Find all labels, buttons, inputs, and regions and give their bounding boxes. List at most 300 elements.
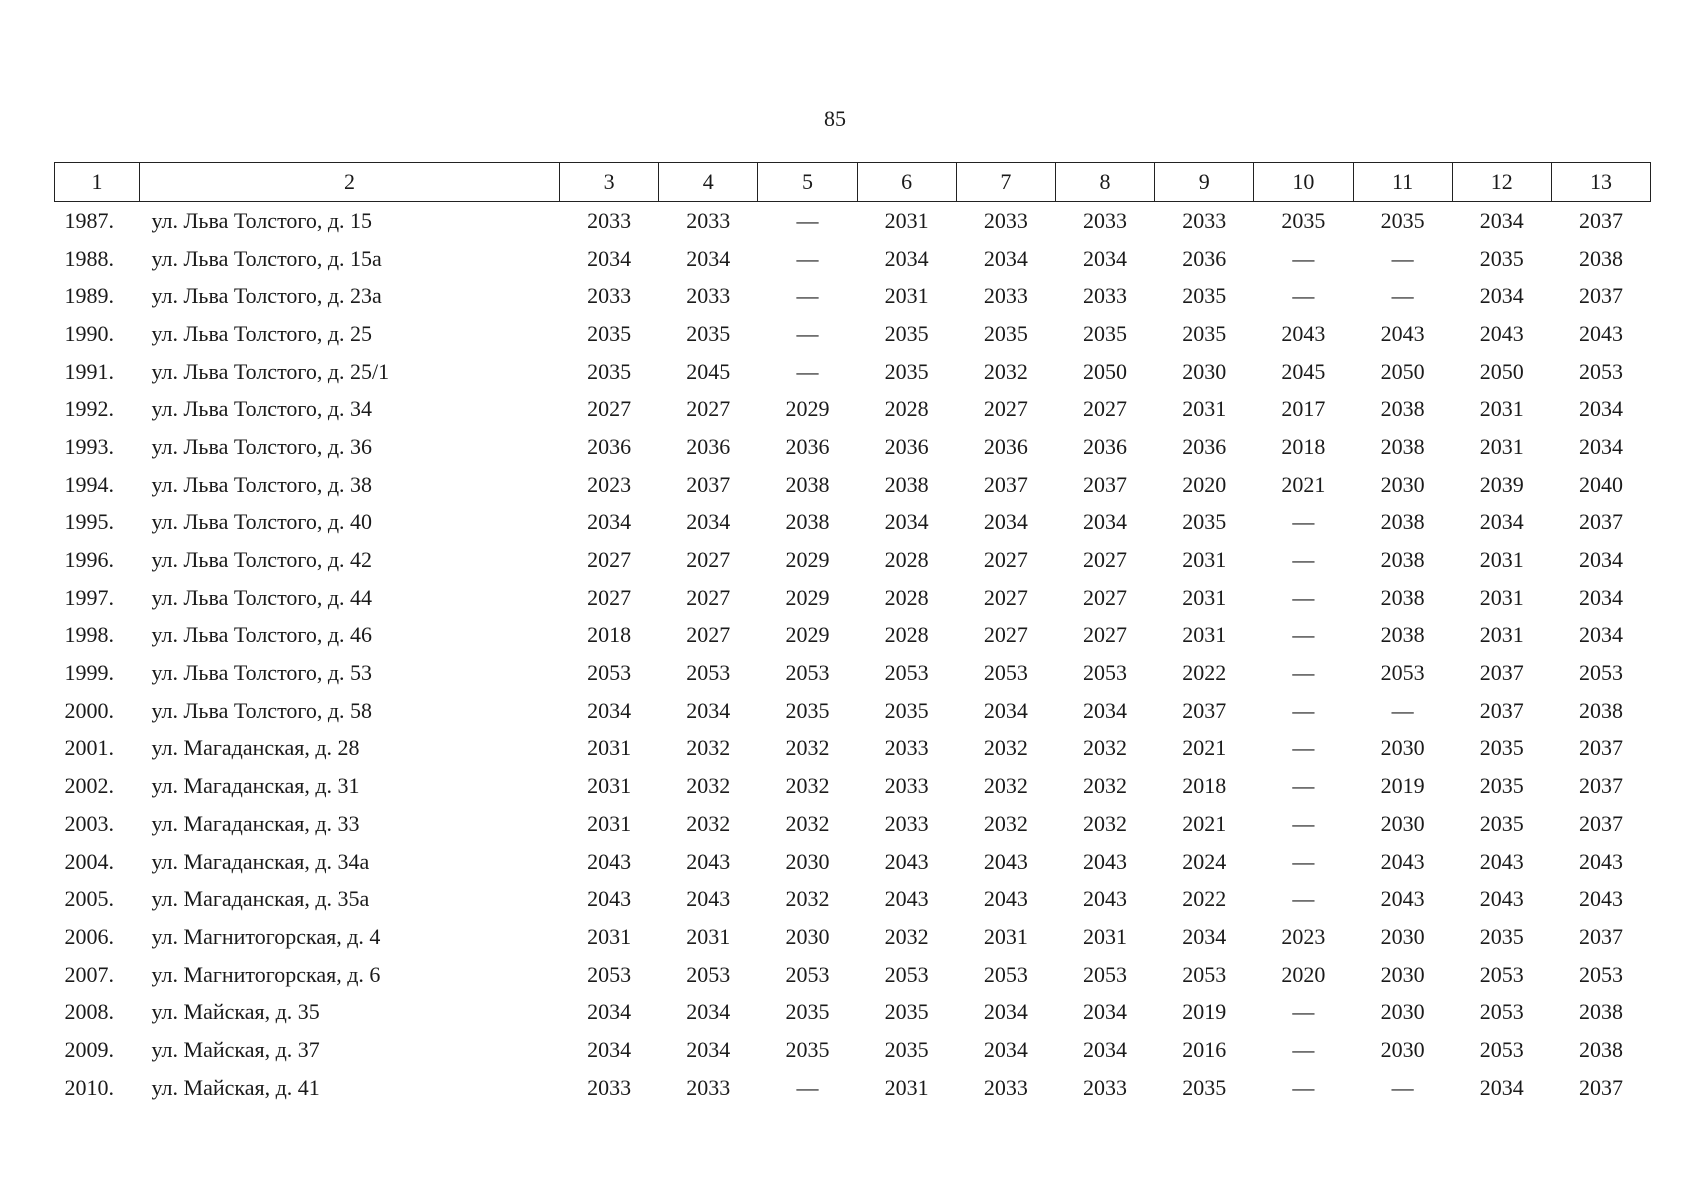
cell-col-7: 2036: [983, 433, 1028, 459]
cell-col-12: 2034: [1479, 207, 1524, 233]
cell-col-11: 2043: [1380, 848, 1425, 874]
cell-col-13: 2034: [1578, 622, 1623, 648]
cell-col-5: 2030: [785, 923, 830, 949]
cell-col-5: 2029: [785, 584, 830, 610]
row-address: ул. Льва Толстого, д. 15: [151, 207, 373, 233]
cell-col-12: 2031: [1479, 433, 1524, 459]
cell-col-4: 2033: [686, 283, 731, 309]
cell-col-10: —: [1292, 245, 1315, 271]
cell-col-7: 2034: [983, 509, 1028, 535]
cell-col-4: 2034: [686, 697, 731, 723]
table-row: [55, 617, 1651, 655]
cell-col-5: 2036: [785, 433, 830, 459]
table-row: [55, 993, 1651, 1031]
cell-col-3: 2034: [587, 509, 632, 535]
cell-col-8: 2032: [1083, 810, 1128, 836]
cell-col-12: 2037: [1479, 697, 1524, 723]
cell-col-12: 2053: [1479, 961, 1524, 987]
cell-col-11: 2038: [1380, 396, 1425, 422]
cell-col-9: 2031: [1182, 622, 1227, 648]
table-row: [55, 202, 1651, 240]
cell-col-3: 2031: [587, 735, 632, 761]
cell-col-4: 2034: [686, 509, 731, 535]
cell-col-12: 2031: [1479, 396, 1524, 422]
cell-col-3: 2023: [587, 471, 632, 497]
cell-col-7: 2027: [983, 584, 1028, 610]
cell-col-12: 2037: [1479, 660, 1524, 686]
cell-col-3: 2027: [587, 584, 632, 610]
cell-col-4: 2037: [686, 471, 731, 497]
cell-col-9: 2022: [1182, 660, 1227, 686]
column-header-8: 8: [1055, 163, 1154, 202]
cell-col-3: 2034: [587, 245, 632, 271]
cell-col-6: 2031: [884, 207, 929, 233]
cell-col-13: 2037: [1578, 509, 1623, 535]
cell-col-8: 2043: [1083, 848, 1128, 874]
cell-col-12: 2035: [1479, 773, 1524, 799]
cell-col-12: 2050: [1479, 358, 1524, 384]
cell-col-4: 2043: [686, 848, 731, 874]
column-header-2: 2: [140, 163, 560, 202]
cell-col-3: 2033: [587, 207, 632, 233]
cell-col-7: 2043: [983, 886, 1028, 912]
cell-col-12: 2031: [1479, 547, 1524, 573]
cell-col-5: —: [796, 320, 819, 346]
cell-col-3: 2031: [587, 923, 632, 949]
cell-col-13: 2040: [1578, 471, 1623, 497]
cell-col-4: 2033: [686, 1074, 731, 1100]
cell-col-5: 2029: [785, 622, 830, 648]
table-row: [55, 353, 1651, 391]
cell-col-7: 2033: [983, 283, 1028, 309]
cell-col-6: 2035: [884, 1036, 929, 1062]
row-address: ул. Льва Толстого, д. 34: [151, 396, 373, 422]
row-address: ул. Магаданская, д. 31: [151, 773, 360, 799]
row-number: 2008.: [64, 999, 114, 1025]
cell-col-7: 2037: [983, 471, 1028, 497]
table-row: [55, 767, 1651, 805]
table-row: [55, 918, 1651, 956]
table-row: [55, 315, 1651, 353]
table-row: [55, 579, 1651, 617]
cell-col-6: 2034: [884, 245, 929, 271]
cell-col-4: 2053: [686, 961, 731, 987]
cell-col-10: —: [1292, 509, 1315, 535]
row-number: 2001.: [64, 735, 114, 761]
row-number: 2004.: [64, 848, 114, 874]
row-number: 2000.: [64, 697, 114, 723]
cell-col-10: —: [1292, 547, 1315, 573]
row-number: 2003.: [64, 810, 114, 836]
cell-col-10: —: [1292, 584, 1315, 610]
cell-col-5: —: [796, 207, 819, 233]
cell-col-11: 2019: [1380, 773, 1425, 799]
cell-col-13: 2043: [1578, 848, 1623, 874]
cell-col-3: 2043: [587, 886, 632, 912]
cell-col-10: 2018: [1281, 433, 1326, 459]
cell-col-13: 2038: [1578, 697, 1623, 723]
cell-col-8: 2034: [1083, 509, 1128, 535]
cell-col-4: 2053: [686, 660, 731, 686]
row-number: 2010.: [64, 1074, 114, 1100]
cell-col-8: 2043: [1083, 886, 1128, 912]
cell-col-7: 2032: [983, 735, 1028, 761]
table-row: [55, 390, 1651, 428]
cell-col-8: 2034: [1083, 1036, 1128, 1062]
cell-col-11: 2030: [1380, 961, 1425, 987]
cell-col-8: 2034: [1083, 999, 1128, 1025]
cell-col-6: 2028: [884, 547, 929, 573]
cell-col-6: 2035: [884, 999, 929, 1025]
cell-col-4: 2035: [686, 320, 731, 346]
cell-col-12: 2034: [1479, 1074, 1524, 1100]
cell-col-3: 2018: [587, 622, 632, 648]
cell-col-3: 2035: [587, 320, 632, 346]
cell-col-11: 2030: [1380, 999, 1425, 1025]
cell-col-6: 2031: [884, 283, 929, 309]
cell-col-5: 2035: [785, 1036, 830, 1062]
cell-col-3: 2053: [587, 961, 632, 987]
cell-col-7: 2027: [983, 396, 1028, 422]
cell-col-11: 2050: [1380, 358, 1425, 384]
cell-col-3: 2043: [587, 848, 632, 874]
cell-col-12: 2053: [1479, 1036, 1524, 1062]
column-header-6: 6: [857, 163, 956, 202]
cell-col-7: 2034: [983, 999, 1028, 1025]
row-address: ул. Льва Толстого, д. 25/1: [151, 358, 390, 384]
cell-col-6: 2043: [884, 848, 929, 874]
cell-col-7: 2032: [983, 358, 1028, 384]
cell-col-8: 2033: [1083, 283, 1128, 309]
cell-col-13: 2043: [1578, 886, 1623, 912]
cell-col-13: 2038: [1578, 999, 1623, 1025]
schedule-table-container: [54, 162, 1650, 1107]
cell-col-6: 2032: [884, 923, 929, 949]
cell-col-6: 2034: [884, 509, 929, 535]
cell-col-13: 2037: [1578, 1074, 1623, 1100]
row-address: ул. Льва Толстого, д. 25: [151, 320, 373, 346]
cell-col-12: 2035: [1479, 735, 1524, 761]
cell-col-8: 2034: [1083, 245, 1128, 271]
cell-col-12: 2043: [1479, 320, 1524, 346]
cell-col-12: 2039: [1479, 471, 1524, 497]
cell-col-11: 2030: [1380, 923, 1425, 949]
cell-col-7: 2033: [983, 207, 1028, 233]
cell-col-12: 2031: [1479, 584, 1524, 610]
cell-col-13: 2037: [1578, 773, 1623, 799]
table-row: [55, 1069, 1651, 1107]
row-address: ул. Магнитогорская, д. 6: [151, 961, 381, 987]
cell-col-11: 2030: [1380, 810, 1425, 836]
cell-col-10: —: [1292, 697, 1315, 723]
cell-col-6: 2053: [884, 961, 929, 987]
cell-col-11: —: [1391, 1074, 1414, 1100]
cell-col-3: 2027: [587, 396, 632, 422]
cell-col-10: —: [1292, 622, 1315, 648]
cell-col-10: 2043: [1281, 320, 1326, 346]
row-address: ул. Магаданская, д. 28: [151, 735, 360, 761]
cell-col-9: 2031: [1182, 396, 1227, 422]
cell-col-4: 2034: [686, 999, 731, 1025]
cell-col-8: 2032: [1083, 735, 1128, 761]
cell-col-7: 2032: [983, 810, 1028, 836]
cell-col-9: 2035: [1182, 509, 1227, 535]
cell-col-8: 2036: [1083, 433, 1128, 459]
cell-col-10: —: [1292, 886, 1315, 912]
cell-col-5: 2030: [785, 848, 830, 874]
cell-col-5: 2029: [785, 396, 830, 422]
cell-col-13: 2034: [1578, 396, 1623, 422]
cell-col-11: 2030: [1380, 471, 1425, 497]
cell-col-12: 2031: [1479, 622, 1524, 648]
cell-col-10: —: [1292, 999, 1315, 1025]
cell-col-13: 2053: [1578, 660, 1623, 686]
cell-col-9: 2033: [1182, 207, 1227, 233]
cell-col-13: 2037: [1578, 810, 1623, 836]
cell-col-3: 2027: [587, 547, 632, 573]
row-number: 1989.: [64, 283, 114, 309]
column-header-13: 13: [1551, 163, 1650, 202]
cell-col-12: 2053: [1479, 999, 1524, 1025]
cell-col-9: 2030: [1182, 358, 1227, 384]
row-address: ул. Льва Толстого, д. 46: [151, 622, 373, 648]
cell-col-12: 2035: [1479, 923, 1524, 949]
cell-col-6: 2028: [884, 622, 929, 648]
cell-col-8: 2035: [1083, 320, 1128, 346]
cell-col-13: 2043: [1578, 320, 1623, 346]
cell-col-4: 2032: [686, 773, 731, 799]
cell-col-6: 2028: [884, 584, 929, 610]
cell-col-10: 2020: [1281, 961, 1326, 987]
table-body: [55, 202, 1651, 1107]
cell-col-12: 2043: [1479, 848, 1524, 874]
cell-col-5: —: [796, 283, 819, 309]
cell-col-8: 2033: [1083, 207, 1128, 233]
cell-col-11: 2043: [1380, 886, 1425, 912]
column-header-1: 1: [55, 163, 140, 202]
table-row: [55, 541, 1651, 579]
cell-col-8: 2027: [1083, 396, 1128, 422]
cell-col-9: 2035: [1182, 283, 1227, 309]
row-address: ул. Магаданская, д. 34а: [151, 848, 370, 874]
row-address: ул. Майская, д. 35: [151, 999, 320, 1025]
row-number: 1988.: [64, 245, 114, 271]
cell-col-3: 2034: [587, 1036, 632, 1062]
cell-col-8: 2037: [1083, 471, 1128, 497]
cell-col-4: 2027: [686, 584, 731, 610]
table-row: [55, 843, 1651, 881]
cell-col-4: 2027: [686, 622, 731, 648]
cell-col-9: 2053: [1182, 961, 1227, 987]
row-number: 2006.: [64, 923, 114, 949]
table-row: [55, 805, 1651, 843]
cell-col-11: 2038: [1380, 547, 1425, 573]
cell-col-3: 2053: [587, 660, 632, 686]
cell-col-4: 2034: [686, 1036, 731, 1062]
cell-col-12: 2034: [1479, 283, 1524, 309]
cell-col-5: 2032: [785, 735, 830, 761]
table-row: [55, 240, 1651, 278]
cell-col-9: 2021: [1182, 810, 1227, 836]
row-number: 2007.: [64, 961, 114, 987]
cell-col-11: —: [1391, 283, 1414, 309]
cell-col-9: 2035: [1182, 1074, 1227, 1100]
cell-col-10: 2045: [1281, 358, 1326, 384]
cell-col-6: 2035: [884, 358, 929, 384]
cell-col-10: —: [1292, 810, 1315, 836]
row-address: ул. Льва Толстого, д. 53: [151, 660, 373, 686]
cell-col-12: 2035: [1479, 245, 1524, 271]
table-row: [55, 654, 1651, 692]
column-header-3: 3: [560, 163, 659, 202]
cell-col-8: 2053: [1083, 660, 1128, 686]
row-address: ул. Магнитогорская, д. 4: [151, 923, 381, 949]
cell-col-6: 2043: [884, 886, 929, 912]
cell-col-8: 2050: [1083, 358, 1128, 384]
cell-col-4: 2027: [686, 547, 731, 573]
cell-col-5: —: [796, 358, 819, 384]
cell-col-7: 2053: [983, 660, 1028, 686]
cell-col-4: 2031: [686, 923, 731, 949]
cell-col-4: 2032: [686, 735, 731, 761]
cell-col-13: 2034: [1578, 433, 1623, 459]
cell-col-4: 2033: [686, 207, 731, 233]
column-header-12: 12: [1452, 163, 1551, 202]
cell-col-7: 2034: [983, 245, 1028, 271]
row-number: 2005.: [64, 886, 114, 912]
cell-col-4: 2032: [686, 810, 731, 836]
cell-col-6: 2035: [884, 320, 929, 346]
cell-col-9: 2036: [1182, 433, 1227, 459]
cell-col-12: 2034: [1479, 509, 1524, 535]
cell-col-6: 2035: [884, 697, 929, 723]
cell-col-11: 2038: [1380, 433, 1425, 459]
cell-col-3: 2035: [587, 358, 632, 384]
row-number: 1990.: [64, 320, 114, 346]
cell-col-11: 2043: [1380, 320, 1425, 346]
cell-col-13: 2034: [1578, 547, 1623, 573]
cell-col-13: 2053: [1578, 961, 1623, 987]
cell-col-8: 2053: [1083, 961, 1128, 987]
table-row: [55, 277, 1651, 315]
cell-col-9: 2016: [1182, 1036, 1227, 1062]
cell-col-7: 2027: [983, 547, 1028, 573]
cell-col-11: 2038: [1380, 584, 1425, 610]
cell-col-4: 2027: [686, 396, 731, 422]
cell-col-8: 2032: [1083, 773, 1128, 799]
column-header-11: 11: [1353, 163, 1452, 202]
cell-col-10: —: [1292, 1074, 1315, 1100]
cell-col-10: 2023: [1281, 923, 1326, 949]
cell-col-5: 2035: [785, 697, 830, 723]
cell-col-3: 2034: [587, 999, 632, 1025]
row-address: ул. Магаданская, д. 35а: [151, 886, 370, 912]
column-header-9: 9: [1155, 163, 1254, 202]
column-header-4: 4: [659, 163, 758, 202]
cell-col-8: 2031: [1083, 923, 1128, 949]
row-number: 1991.: [64, 358, 114, 384]
cell-col-5: 2038: [785, 471, 830, 497]
row-number: 1996.: [64, 547, 114, 573]
cell-col-5: 2029: [785, 547, 830, 573]
row-address: ул. Майская, д. 37: [151, 1036, 320, 1062]
row-number: 1998.: [64, 622, 114, 648]
column-header-5: 5: [758, 163, 857, 202]
cell-col-13: 2037: [1578, 923, 1623, 949]
cell-col-11: —: [1391, 245, 1414, 271]
cell-col-7: 2027: [983, 622, 1028, 648]
cell-col-8: 2027: [1083, 622, 1128, 648]
cell-col-4: 2045: [686, 358, 731, 384]
column-header-10: 10: [1254, 163, 1353, 202]
table-row: [55, 1031, 1651, 1069]
row-address: ул. Майская, д. 41: [151, 1074, 320, 1100]
cell-col-7: 2034: [983, 697, 1028, 723]
cell-col-9: 2020: [1182, 471, 1227, 497]
table-header: [55, 163, 1651, 202]
cell-col-11: 2038: [1380, 622, 1425, 648]
row-number: 1992.: [64, 396, 114, 422]
cell-col-11: 2038: [1380, 509, 1425, 535]
cell-col-10: 2017: [1281, 396, 1326, 422]
cell-col-3: 2031: [587, 773, 632, 799]
cell-col-11: 2030: [1380, 735, 1425, 761]
cell-col-5: 2032: [785, 886, 830, 912]
cell-col-8: 2027: [1083, 584, 1128, 610]
cell-col-10: —: [1292, 660, 1315, 686]
row-number: 1995.: [64, 509, 114, 535]
cell-col-4: 2034: [686, 245, 731, 271]
row-address: ул. Льва Толстого, д. 42: [151, 547, 373, 573]
cell-col-11: —: [1391, 697, 1414, 723]
table-row: [55, 428, 1651, 466]
header-row: [55, 163, 1651, 202]
row-number: 1999.: [64, 660, 114, 686]
cell-col-5: 2053: [785, 660, 830, 686]
cell-col-6: 2031: [884, 1074, 929, 1100]
cell-col-7: 2032: [983, 773, 1028, 799]
cell-col-13: 2038: [1578, 245, 1623, 271]
cell-col-9: 2024: [1182, 848, 1227, 874]
cell-col-10: 2035: [1281, 207, 1326, 233]
cell-col-8: 2034: [1083, 697, 1128, 723]
cell-col-11: 2053: [1380, 660, 1425, 686]
cell-col-6: 2028: [884, 396, 929, 422]
row-number: 1993.: [64, 433, 114, 459]
cell-col-8: 2027: [1083, 547, 1128, 573]
cell-col-10: 2021: [1281, 471, 1326, 497]
cell-col-13: 2038: [1578, 1036, 1623, 1062]
cell-col-9: 2034: [1182, 923, 1227, 949]
cell-col-10: —: [1292, 1036, 1315, 1062]
row-address: ул. Льва Толстого, д. 23а: [151, 283, 382, 309]
cell-col-13: 2037: [1578, 283, 1623, 309]
cell-col-4: 2036: [686, 433, 731, 459]
row-address: ул. Льва Толстого, д. 15а: [151, 245, 382, 271]
cell-col-7: 2034: [983, 1036, 1028, 1062]
cell-col-5: 2032: [785, 773, 830, 799]
cell-col-10: —: [1292, 848, 1315, 874]
table-row: [55, 956, 1651, 994]
row-number: 1994.: [64, 471, 114, 497]
cell-col-5: 2032: [785, 810, 830, 836]
cell-col-10: —: [1292, 735, 1315, 761]
cell-col-3: 2033: [587, 1074, 632, 1100]
cell-col-13: 2053: [1578, 358, 1623, 384]
cell-col-6: 2033: [884, 773, 929, 799]
cell-col-6: 2033: [884, 810, 929, 836]
row-number: 2009.: [64, 1036, 114, 1062]
